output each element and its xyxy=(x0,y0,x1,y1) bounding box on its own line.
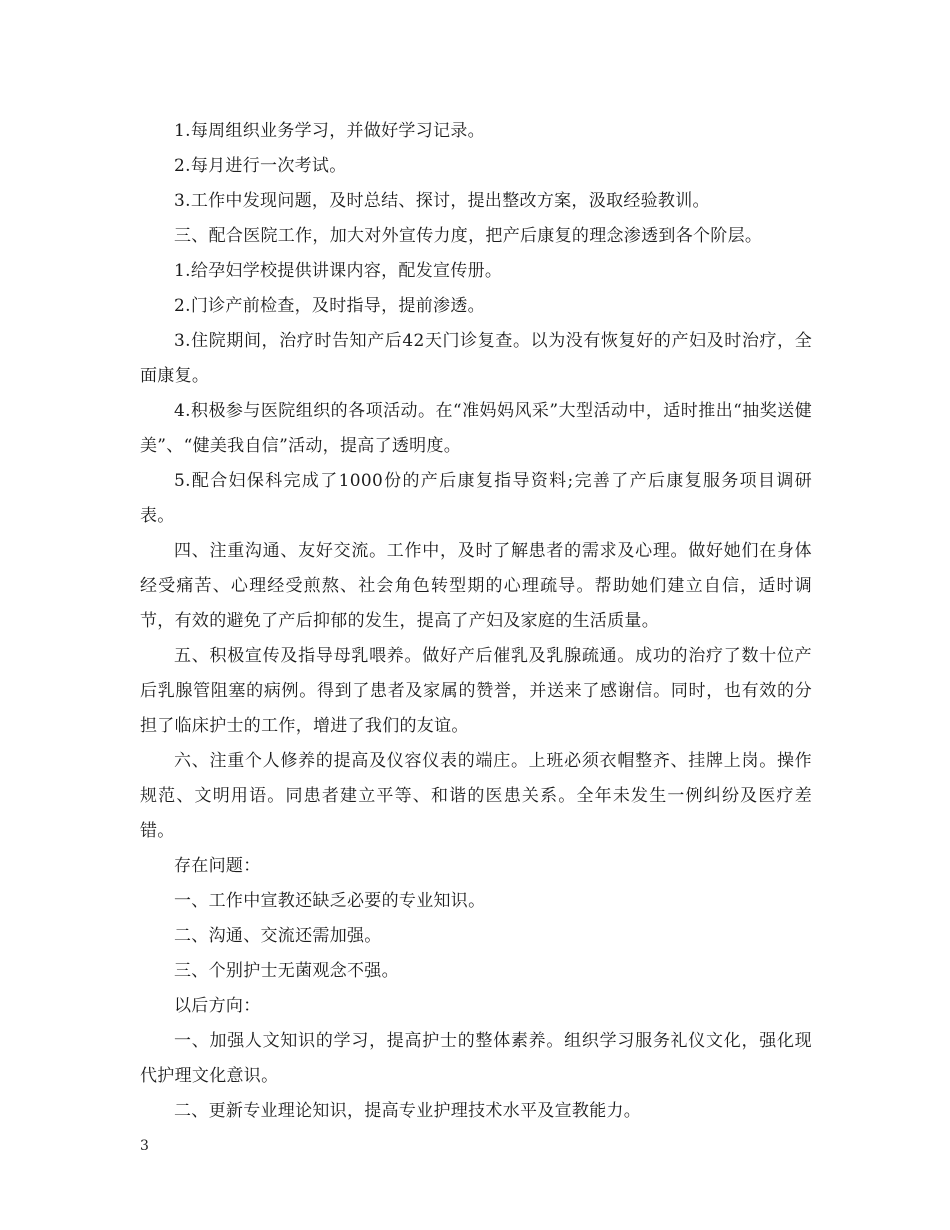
paragraph: 四、注重沟通、友好交流。工作中，及时了解患者的需求及心理。做好她们在身体经受痛苦、心理经受煎熬、社会角色转型期的心理疏导。帮助她们建立自信，适时调节，有效的避免了产后抑郁的发生，提高了产妇及家庭的生活质量。 xyxy=(140,541,812,631)
paragraph: 一、加强人文知识的学习，提高护士的整体素养。组织学习服务礼仪文化，强化现代护理文化意识。 xyxy=(140,1031,812,1086)
document-body xyxy=(140,114,812,1129)
paragraph: 二、沟通、交流还需加强。 xyxy=(174,926,382,946)
paragraph: 六、注重个人修养的提高及仪容仪表的端庄。上班必须衣帽整齐、挂牌上岗。操作规范、文明用语。同患者建立平等、和谐的医患关系。全年未发生一例纠纷及医疗差错。 xyxy=(140,751,812,841)
paragraph: 三、个别护士无菌观念不强。 xyxy=(174,961,399,981)
paragraph: 一、工作中宣教还缺乏必要的专业知识。 xyxy=(174,891,486,911)
paragraph: 2.门诊产前检查，及时指导，提前渗透。 xyxy=(174,296,485,316)
paragraph: 1.每周组织业务学习，并做好学习记录。 xyxy=(174,121,485,141)
paragraph: 2.每月进行一次考试。 xyxy=(174,156,347,176)
paragraph: 5.配合妇保科完成了1000份的产后康复指导资料;完善了产后康复服务项目调研表。 xyxy=(140,471,812,526)
paragraph: 4.积极参与医院组织的各项活动。在“准妈妈风采”大型活动中，适时推出“抽奖送健美”、“健美我自信”活动，提高了透明度。 xyxy=(140,401,812,456)
paragraph: 五、积极宣传及指导母乳喂养。做好产后催乳及乳腺疏通。成功的治疗了数十位产后乳腺管阻塞的病例。得到了患者及家属的赞誉，并送来了感谢信。同时，也有效的分担了临床护士的工作，增进了我们的友谊。 xyxy=(140,646,812,736)
paragraph: 3.住院期间，治疗时告知产后42天门诊复查。以为没有恢复好的产妇及时治疗，全面康复。 xyxy=(140,331,812,386)
paragraph: 以后方向： xyxy=(174,996,261,1016)
paragraph: 3.工作中发现问题，及时总结、探讨，提出整改方案，汲取经验教训。 xyxy=(174,191,710,211)
paragraph: 三、配合医院工作，加大对外宣传力度，把产后康复的理念渗透到各个阶层。 xyxy=(174,226,763,246)
paragraph: 1.给孕妇学校提供讲课内容，配发宣传册。 xyxy=(174,261,503,281)
page-number: 3 xyxy=(140,1138,149,1154)
paragraph: 存在问题： xyxy=(174,856,261,876)
paragraph: 二、更新专业理论知识，提高专业护理技术水平及宣教能力。 xyxy=(174,1101,642,1121)
